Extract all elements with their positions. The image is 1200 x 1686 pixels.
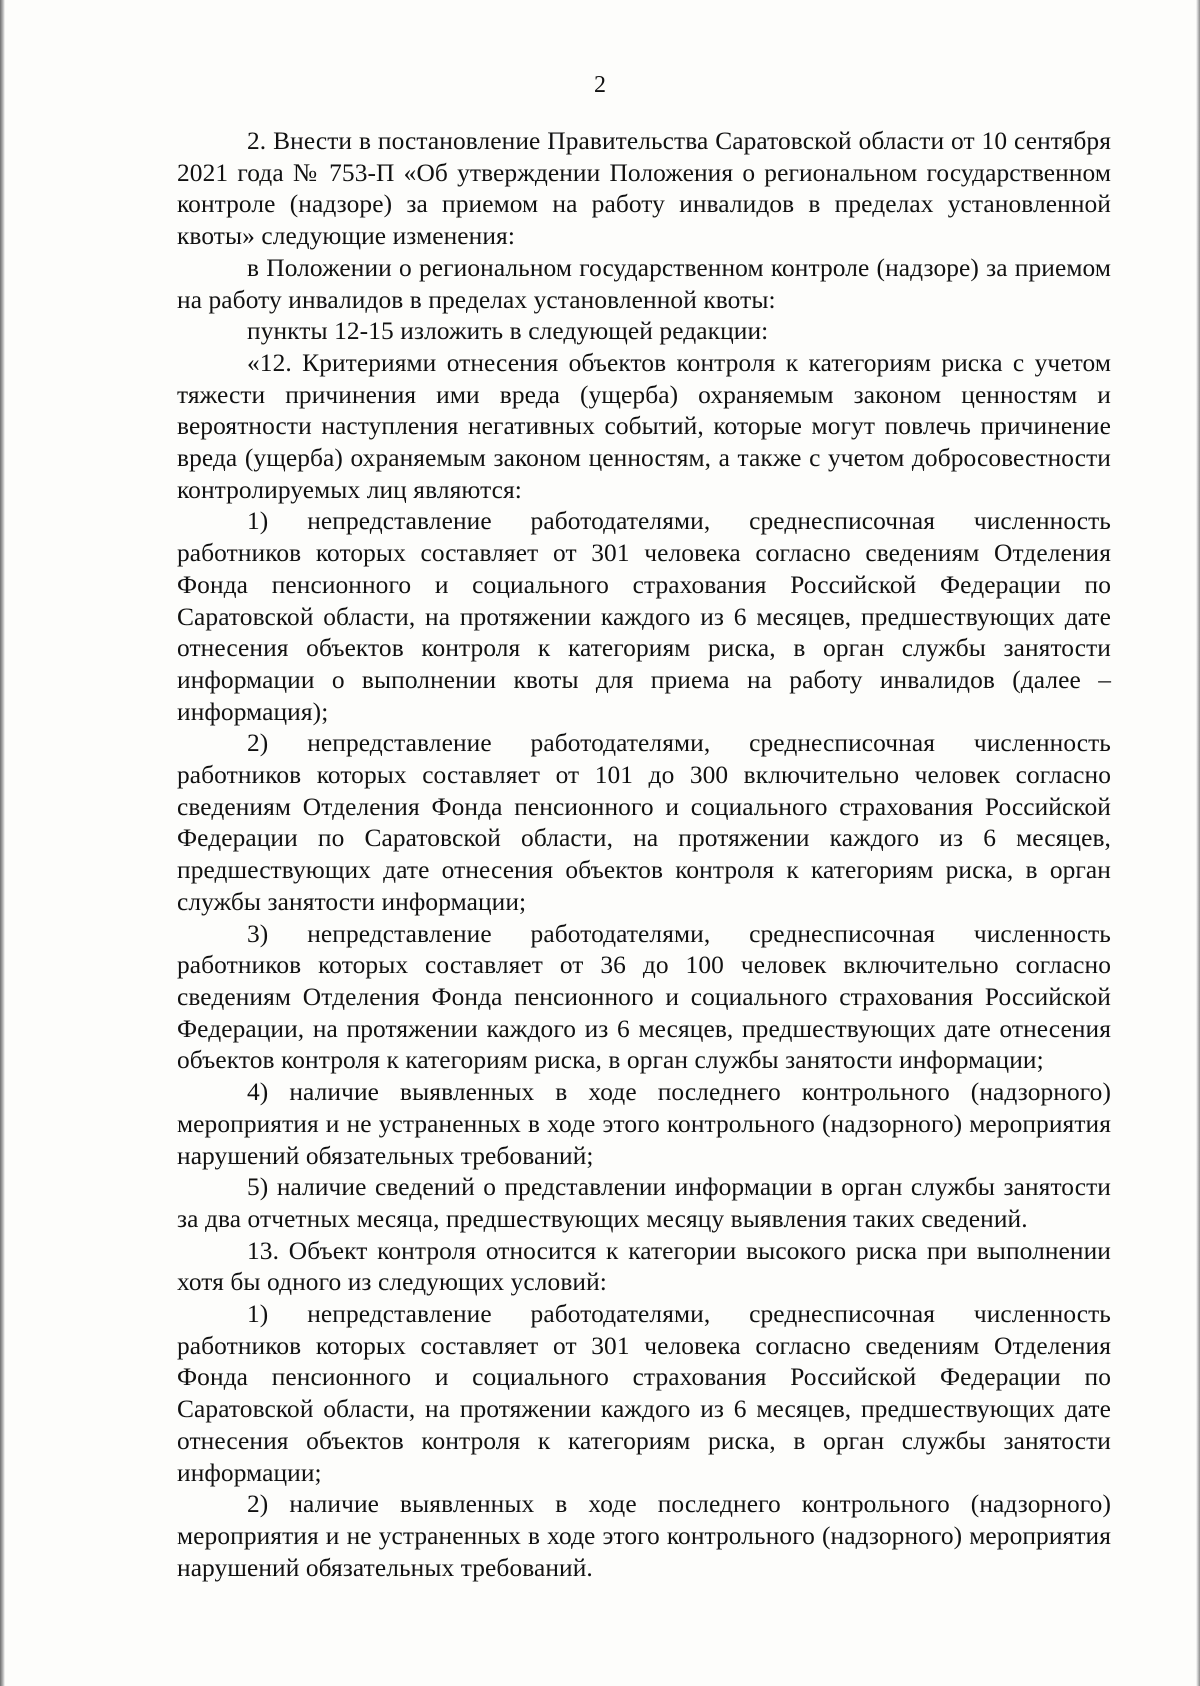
- paragraph-item-13-sub-2: 2) наличие выявленных в ходе последнего контрольного (надзорного) мероприятия и не устраненных в ходе этого контрольного (надзорного) мероприятия нарушений обязательных требований.: [177, 1490, 1111, 1582]
- paragraph-item-12-sub-4: 4) наличие выявленных в ходе последнего контрольного (надзорного) мероприятия и не устраненных в ходе этого контрольного (надзорного) мероприятия нарушений обязательных требований;: [177, 1078, 1111, 1170]
- paragraph-item-13-sub-1: 1) непредставление работодателями, среднесписочная численность работников которых составляет от 301 человека согласно сведениям Отделения Фонда пенсионного и социального страхования Российской Федерации по Саратовской области, на протяжении каждого из 6 месяцев, предшествующих дате отнесения объектов контроля к категориям риска, в орган службы занятости информации;: [177, 1300, 1111, 1487]
- paragraph-item-2-amendment: 2. Внести в постановление Правительства Саратовской области от 10 сентября 2021 года № 753-П «Об утверждении Положения о региональном государственном контроле (надзоре) за приемом на работу инвалидов в пределах установленной квоты» следующие изменения:: [177, 127, 1111, 251]
- paragraph-item-12-sub-3: 3) непредставление работодателями, среднесписочная численность работников которых составляет от 36 до 100 человек включительно согласно сведениям Отделения Фонда пенсионного и социального страхования Российской Федерации, на протяжении каждого из 6 месяцев, предшествующих дате отнесения объектов контроля к категориям риска, в орган службы занятости информации;: [177, 919, 1111, 1075]
- paragraph-item-13: 13. Объект контроля относится к категории высокого риска при выполнении хотя бы одного из следующих условий:: [177, 1236, 1111, 1297]
- scan-edge-right: [1196, 0, 1200, 1686]
- paragraph-items-12-15-instruction: пункты 12-15 изложить в следующей редакции:: [247, 317, 769, 346]
- paragraph-item-12: «12. Критериями отнесения объектов контроля к категориям риска с учетом тяжести причинения ими вреда (ущерба) охраняемым законом ценностям и вероятности наступления негативных событий, которые могут повлечь причинение вреда (ущерба) охраняемым законом ценностям, а также с учетом добросовестности контролируемых лиц являются:: [177, 348, 1111, 504]
- paragraph-item-12-sub-2: 2) непредставление работодателями, среднесписочная численность работников которых составляет от 101 до 300 включительно человек согласно сведениям Отделения Фонда пенсионного и социального страхования Российской Федерации по Саратовской области, на протяжении каждого из 6 месяцев, предшествующих дате отнесения объектов контроля к категориям риска, в орган службы занятости информации;: [177, 729, 1111, 916]
- paragraph-regulation-reference: в Положении о региональном государственном контроле (надзоре) за приемом на работу инвалидов в пределах установленной квоты:: [177, 253, 1111, 314]
- scan-edge-left: [0, 0, 5, 1686]
- paragraph-item-12-sub-5: 5) наличие сведений о представлении информации в орган службы занятости за два отчетных месяца, предшествующих месяцу выявления таких сведений.: [177, 1173, 1111, 1233]
- document-body: [177, 126, 1111, 1584]
- paragraph-item-12-sub-1: 1) непредставление работодателями, среднесписочная численность работников которых составляет от 301 человека согласно сведениям Отделения Фонда пенсионного и социального страхования Российской Федерации по Саратовской области, на протяжении каждого из 6 месяцев, предшествующих дате отнесения объектов контроля к категориям риска, в орган службы занятости информации о выполнении квоты для приема на работу инвалидов (далее – информация);: [177, 507, 1111, 726]
- page-number: 2: [594, 72, 606, 98]
